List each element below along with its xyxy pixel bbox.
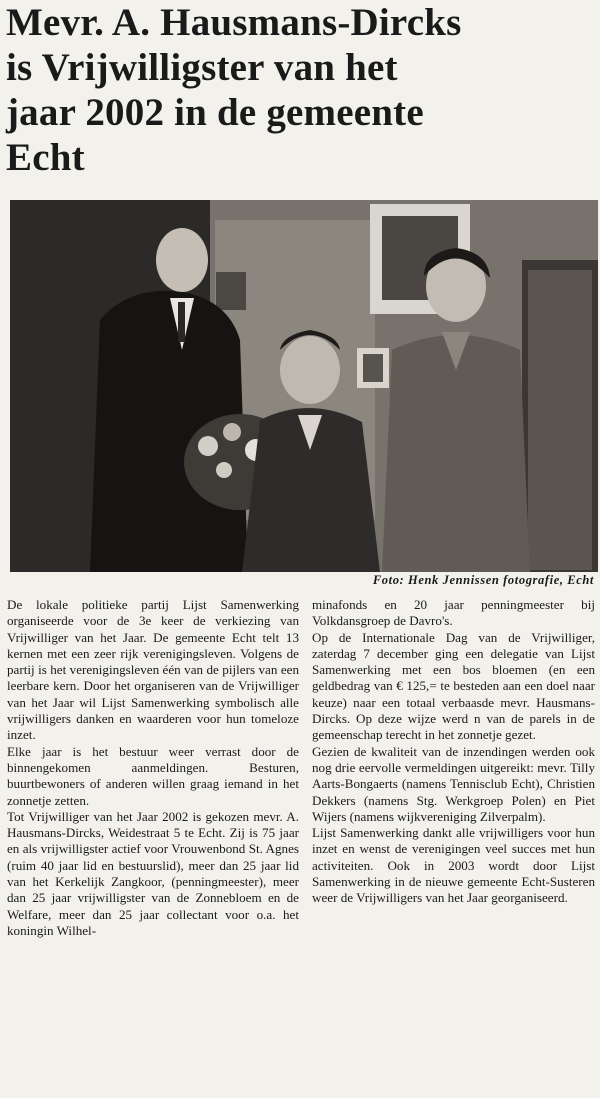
paragraph: Op de Internationale Dag van de Vrijwilliger, zaterdag 7 december ging een delegatie van Lijst Samenwerking met een bos bloemen (en een geldbedrag van € 125,= te besteden aan een doel naar keuze) naar een totaal verbaasde mevr. Hausmans-Dircks. Op deze wijze werd n van de parels in de gemeenschap terecht in het zonnetje gezet. <box>312 629 595 743</box>
photo-caption: Foto: Henk Jennissen fotografie, Echt <box>372 573 594 587</box>
article-column-right <box>312 597 595 907</box>
paragraph: Lijst Samenwerking dankt alle vrijwilligers voor hun inzet en wenst de verenigingen veel succes met hun activiteiten. Ook in 2003 wordt door Lijst Samenwerking in de nieuwe gemeente Echt-Susteren weer de Vrijwilligers van het Jaar georganiseerd. <box>312 825 595 906</box>
headline <box>6 0 594 180</box>
article-column-left <box>7 597 299 939</box>
paragraph: Gezien de kwaliteit van de inzendingen werden ook nog drie eervolle vermeldingen uitgereikt: mevr. Tilly Aarts-Bongaerts (namens Tennisclub Echt), Christien Dekkers (namens Stg. Werkgroep Polen) en Piet Wijers (namens wijkvereniging Zilverpalm). <box>312 743 595 824</box>
news-photo <box>10 200 598 572</box>
paragraph: minafonds en 20 jaar penningmeester bij Volkdansgroep de Davro's. <box>312 597 595 629</box>
photo-illustration <box>10 200 598 572</box>
paragraph: Tot Vrijwilliger van het Jaar 2002 is gekozen mevr. A. Hausmans-Dircks, Weidestraat 5 te Echt. Zij is 75 jaar en als vrijwilligster actief voor Vrouwenbond St. Agnes (ruim 40 jaar lid en bestuurslid), meer dan 25 jaar lid van het Kerkelijk Zangkoor, (penningmeester), meer dan 25 jaar vrijwilligster van de Zonnebloem en de Welfare, meer dan 25 jaar collectant voor o.a. het koningin Wilhel- <box>7 808 299 938</box>
headline-line-4: Echt <box>6 136 85 179</box>
headline-line-1: Mevr. A. Hausmans-Dircks <box>6 1 462 44</box>
headline-line-2: is Vrijwilligster van het <box>6 46 398 89</box>
paragraph: Elke jaar is het bestuur weer verrast door de binnengekomen aanmeldingen. Besturen, buurtbewoners of anderen willen graag iemand in het zonnetje zetten. <box>7 743 299 808</box>
headline-line-3: jaar 2002 in de gemeente <box>6 91 424 134</box>
paragraph: De lokale politieke partij Lijst Samenwerking organiseerde voor de 3e keer de verkiezing van Vrijwilliger van het Jaar. De gemeente Echt telt 13 kernen met een zeer rijk verenigingsleven. Volgens de partij is het verenigingsleven één van de pijlers van een leerbare kern. Door het organiseren van de Vrijwilliger van het Jaar wil Lijst Samenwerking symbolisch alle vrijwilligers danken en waarderen voor hun tomeloze inzet. <box>7 597 299 743</box>
